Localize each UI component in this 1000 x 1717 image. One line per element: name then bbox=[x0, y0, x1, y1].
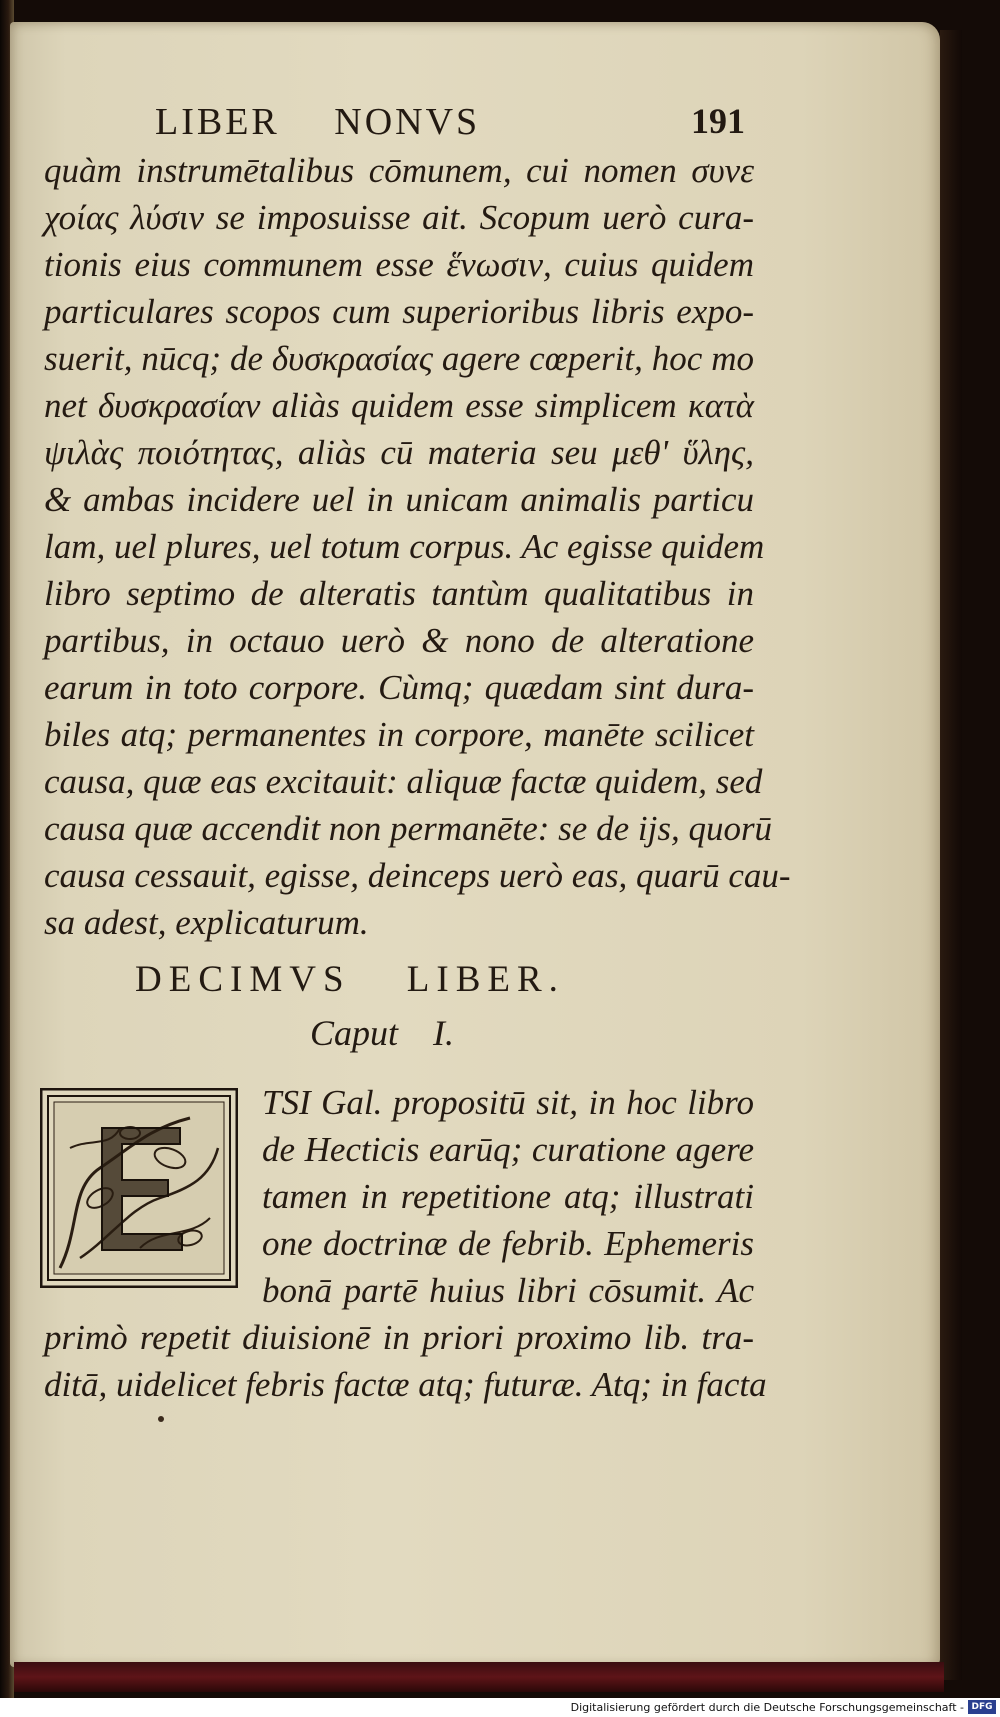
text-line: quàm instrumētalibus cōmunem, cui nomen συνε bbox=[44, 151, 754, 190]
text-line: TSI Gal. propositū sit, in hoc libro bbox=[262, 1083, 754, 1122]
text-line: net δυσκρασίαν aliàs quidem esse simplicem κατὰ bbox=[44, 386, 754, 425]
page-right-edge bbox=[940, 30, 962, 1680]
page-header bbox=[155, 100, 745, 150]
text-line: libro septimo de alteratis tantùm qualitatibus in bbox=[44, 574, 754, 613]
text-line: causa cessauit, egisse, deinceps uerò eas, quarū cau- bbox=[44, 856, 791, 895]
text-line: de Hecticis earūq; curatione agere bbox=[262, 1130, 754, 1169]
text-line: one doctrinæ de febrib. Ephemeris bbox=[262, 1224, 754, 1263]
footer-credit: Digitalisierung gefördert durch die Deutsche Forschungsgemeinschaft - bbox=[570, 1701, 964, 1714]
decorated-initial-e bbox=[40, 1088, 238, 1288]
text-line: primò repetit diuisionē in priori proximo lib. tra- bbox=[44, 1318, 754, 1357]
text-line: tionis eius communem esse ἕνωσιν, cuius quidem bbox=[44, 245, 754, 284]
text-line: causa, quæ eas excitauit: aliquæ factæ quidem, sed bbox=[44, 762, 763, 801]
text-line: & ambas incidere uel in unicam animalis particu bbox=[44, 480, 754, 519]
chapter-heading: Caput I. bbox=[310, 1013, 455, 1053]
text-line: bonā partē huius libri cōsumit. Ac bbox=[262, 1271, 754, 1310]
text-line: earum in toto corpore. Cùmq; quædam sint dura- bbox=[44, 668, 754, 707]
red-book-edge bbox=[14, 1662, 944, 1692]
running-head: LIBER NONVS bbox=[155, 101, 481, 143]
text-line: suerit, nūcq; de δυσκρασίας agere cœperit, hoc mo bbox=[44, 339, 754, 378]
text-line: particulares scopos cum superioribus libris expo- bbox=[44, 292, 754, 331]
text-line: sa adest, explicaturum. bbox=[44, 903, 369, 942]
dfg-logo: DFG bbox=[968, 1700, 996, 1714]
text-line: tamen in repetitione atq; illustrati bbox=[262, 1177, 754, 1216]
text-line: partibus, in octauo uerò & nono de alteratione bbox=[44, 621, 754, 660]
text-line: causa quæ accendit non permanēte: se de ijs, quorū bbox=[44, 809, 773, 848]
book-heading: DECIMVS LIBER. bbox=[135, 959, 565, 1000]
page-number: 191 bbox=[691, 101, 745, 141]
ink-mark bbox=[158, 1416, 164, 1422]
text-line: ψιλὰς ποιότητας, aliàs cū materia seu μεθ' ὕλης, bbox=[44, 433, 754, 472]
text-line: ditā, uidelicet febris factæ atq; futuræ. Atq; in facta bbox=[44, 1365, 767, 1404]
text-line: lam, uel plures, uel totum corpus. Ac egisse quidem bbox=[44, 527, 765, 566]
text-line: biles atq; permanentes in corpore, manēte scilicet bbox=[44, 715, 754, 754]
text-line: χοίας λύσιν se imposuisse ait. Scopum uerò cura- bbox=[44, 198, 754, 237]
